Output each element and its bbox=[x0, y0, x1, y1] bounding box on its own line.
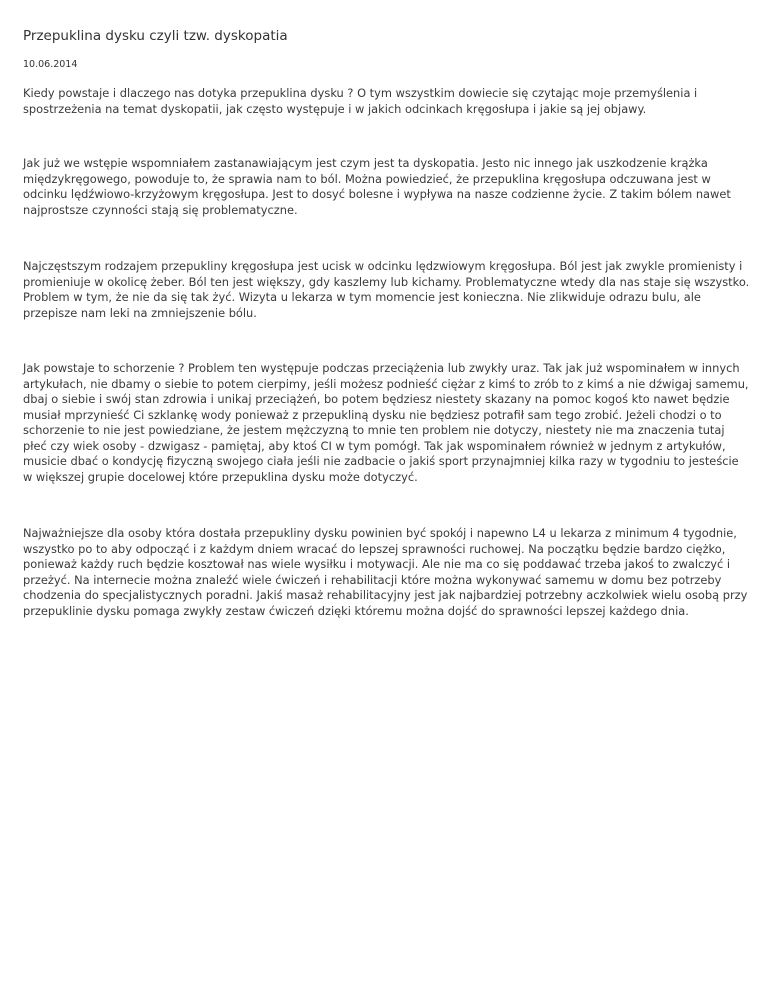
article-paragraph-intro: Kiedy powstaje i dlaczego nas dotyka przepuklina dysku ? O tym wszystkim dowiecie się czytając moje przemyślenia i spostrzeżenia na temat dyskopatii, jak często występuje i w jakich odcinkach kręgosłupa i jakie są jej objawy. bbox=[23, 86, 698, 116]
article-paragraph-symptoms: Najczęstszym rodzajem przepukliny kręgosłupa jest ucisk w odcinku lędzwiowym kręgosłupa. Ból jest jak zwykle promienisty i promieniuje w okolicę żeber. Ból ten jest większy, gdy kaszlemy lub kichamy. Problematyczne wtedy dla nas staje się wszystko. Problem w tym, że nie da się tak żyć. Wizyta u lekarza w tym momencie jest konieczna. Nie zlikwiduje odrazu bulu, ale przepisze nam leki na zmniejszenie bólu. bbox=[23, 259, 750, 320]
article-date: 10.06.2014 bbox=[23, 59, 78, 70]
article-paragraph-definition: Jak już we wstępie wspomniałem zastanawiającym jest czym jest ta dyskopatia. Jesto nic innego jak uszkodzenie krążka międzykręgowego, powoduje to, że sprawia nam to ból. Można powiedzieć, że przepuklina kręgosłupa odczuwana jest w odcinku lędźwiowo-krzyżowym kręgosłupa. Jest to dosyć bolesne i wypływa na nasze codzienne życie. Z takim bólem nawet najprostsze czynności stają się problematyczne. bbox=[23, 156, 731, 217]
article-paragraph-causes: Jak powstaje to schorzenie ? Problem ten występuje podczas przeciążenia lub zwykły uraz. Tak jak już wspominałem w innych artykułach, nie dbamy o siebie to potem cierpimy, jeśli możesz podnieść ciężar z kimś to zrób to z kimś a nie dźwigaj samemu, dbaj o siebie i swój stan zdrowia i unikaj przeciążeń, bo potem będziesz niestety skazany na pomoc kogoś kto nawet będzie musiał mprzynieść Ci szklankę wody ponieważ z przepukliną dysku nie będziesz potrafił sam tego zrobić. Jeżeli chodzi o to schorzenie to nie jest powiedziane, że jestem mężczyzną to mnie ten problem nie dotyczy, niestety nie ma znaczenia tutaj płeć czy wiek osoby - dzwigasz - pamiętaj, aby ktoś CI w tym pomógł. Tak jak wspominałem również w jednym z artykułów, musicie dbać o kondycję fizyczną swojego ciała jeśli nie zadbacie o jakiś sport przynajmniej kilka razy w tygodniu to jesteście w większej grupie docelowej które przepuklina dysku może dotyczyć. bbox=[23, 361, 749, 484]
article-title: Przepuklina dysku czyli tzw. dyskopatia bbox=[23, 28, 288, 44]
article-paragraph-recovery: Najważniejsze dla osoby która dostała przepukliny dysku powinien być spokój i napewno L4 u lekarza z minimum 4 tygodnie, wszystko po to aby odpocząć i z każdym dniem wracać do lepszej sprawności ruchowej. Na początku będzie bardzo ciężko, ponieważ każdy ruch będzie kosztował nas wiele wysiłku i motywacji. Ale nie ma co się poddawać trzeba jakoś to zwalczyć i przeżyć. Na internecie można znaleźć wiele ćwiczeń i rehabilitacji które można wykonywać samemu w domu bez potrzeby chodzenia do specjalistycznych poradni. Jakiś masaż rehabilitacyjny jest jak najbardziej potrzebny aczkolwiek wielu osobą przy przepuklinie dysku pomaga zwykły zestaw ćwiczeń dzięki któremu można dojść do sprawności lepszej każdego dnia. bbox=[23, 526, 748, 618]
